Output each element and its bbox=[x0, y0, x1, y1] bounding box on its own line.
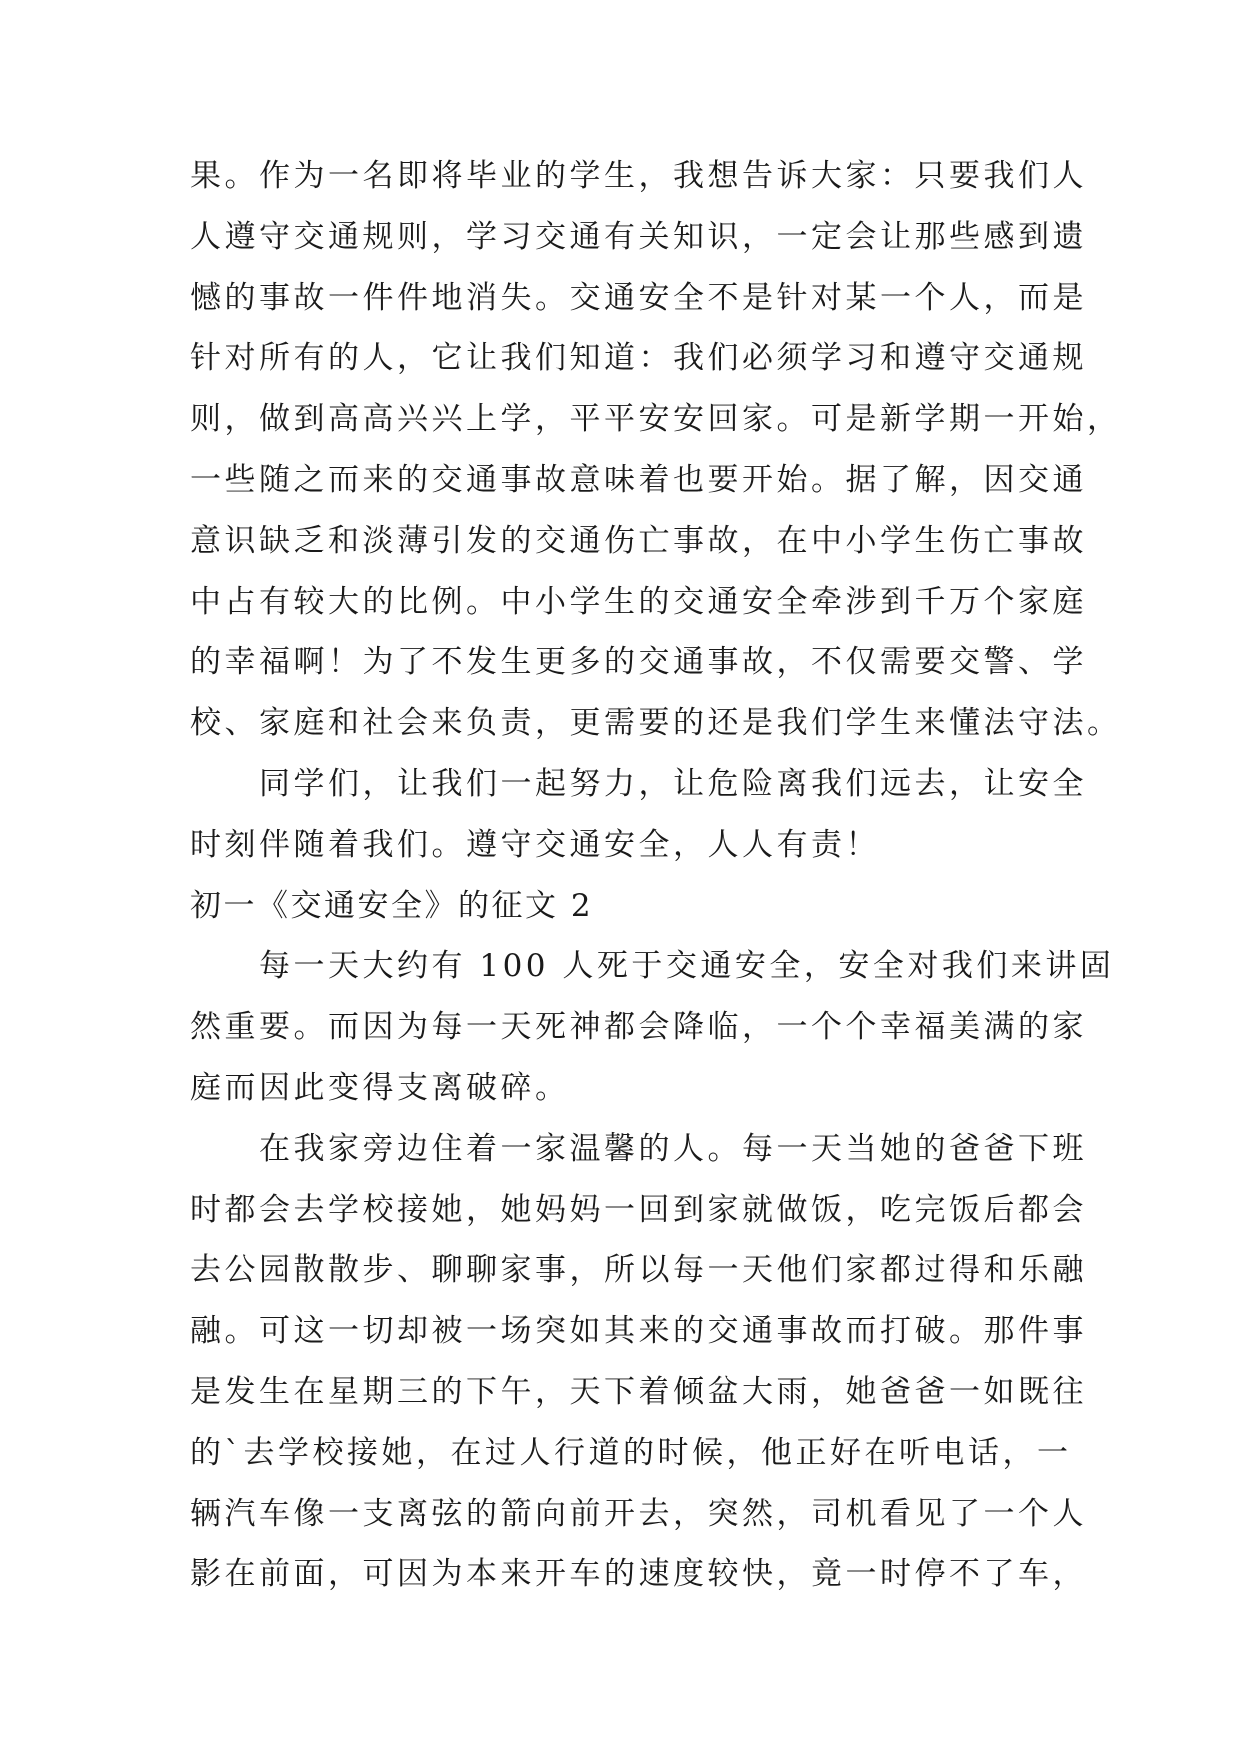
text-line: 每一天大约有 100 人死于交通安全，安全对我们来讲固 bbox=[259, 948, 1115, 985]
text-line: 在我家旁边住着一家温馨的人。每一天当她的爸爸下班 bbox=[259, 1130, 1087, 1167]
text-line: 时刻伴随着我们。遵守交通安全，人人有责！ bbox=[190, 826, 880, 863]
paragraph-continuation bbox=[190, 146, 1122, 754]
text-line: 校、家庭和社会来负责，更需要的还是我们学生来懂法守法。 bbox=[190, 705, 1122, 742]
text-line: 一些随之而来的交通事故意味着也要开始。据了解，因交通 bbox=[190, 461, 1087, 498]
text-line: 针对所有的人，它让我们知道：我们必须学习和遵守交通规 bbox=[190, 340, 1087, 377]
text-line: 然重要。而因为每一天死神都会降临，一个个幸福美满的家 bbox=[190, 1009, 1087, 1046]
text-line: 中占有较大的比例。中小学生的交通安全牵涉到千万个家庭 bbox=[190, 583, 1087, 620]
document-body bbox=[190, 146, 1122, 1605]
text-line: 则，做到高高兴兴上学，平平安安回家。可是新学期一开始， bbox=[190, 401, 1122, 438]
text-line: 辆汽车像一支离弦的箭向前开去，突然，司机看见了一个人 bbox=[190, 1495, 1087, 1532]
text-line: 意识缺乏和淡薄引发的交通伤亡事故，在中小学生伤亡事故 bbox=[190, 522, 1087, 559]
text-line: 庭而因此变得支离破碎。 bbox=[190, 1069, 570, 1106]
text-line: 去公园散散步、聊聊家事，所以每一天他们家都过得和乐融 bbox=[190, 1252, 1087, 1289]
text-line: 同学们，让我们一起努力，让危险离我们远去，让安全 bbox=[259, 765, 1087, 802]
text-line: 憾的事故一件件地消失。交通安全不是针对某一个人，而是 bbox=[190, 279, 1087, 316]
essay-heading: 初一《交通安全》的征文 2 bbox=[190, 887, 594, 924]
paragraph-intro bbox=[190, 936, 1115, 1118]
text-line: 时都会去学校接她，她妈妈一回到家就做饭，吃完饭后都会 bbox=[190, 1191, 1087, 1228]
text-line: 影在前面，可因为本来开车的速度较快，竟一时停不了车， bbox=[190, 1556, 1087, 1593]
text-line: 是发生在星期三的下午，天下着倾盆大雨，她爸爸一如既往 bbox=[190, 1373, 1087, 1410]
text-line: 的幸福啊！为了不发生更多的交通事故，不仅需要交警、学 bbox=[190, 644, 1087, 681]
text-line: 人遵守交通规则，学习交通有关知识，一定会让那些感到遗 bbox=[190, 218, 1087, 255]
text-line: 融。可这一切却被一场突如其来的交通事故而打破。那件事 bbox=[190, 1313, 1087, 1350]
paragraph-closing bbox=[190, 754, 1087, 876]
paragraph-story bbox=[190, 1119, 1087, 1605]
text-line: 果。作为一名即将毕业的学生，我想告诉大家：只要我们人 bbox=[190, 158, 1087, 194]
text-line: 的`去学校接她，在过人行道的时候，他正好在听电话，一 bbox=[190, 1434, 1072, 1471]
